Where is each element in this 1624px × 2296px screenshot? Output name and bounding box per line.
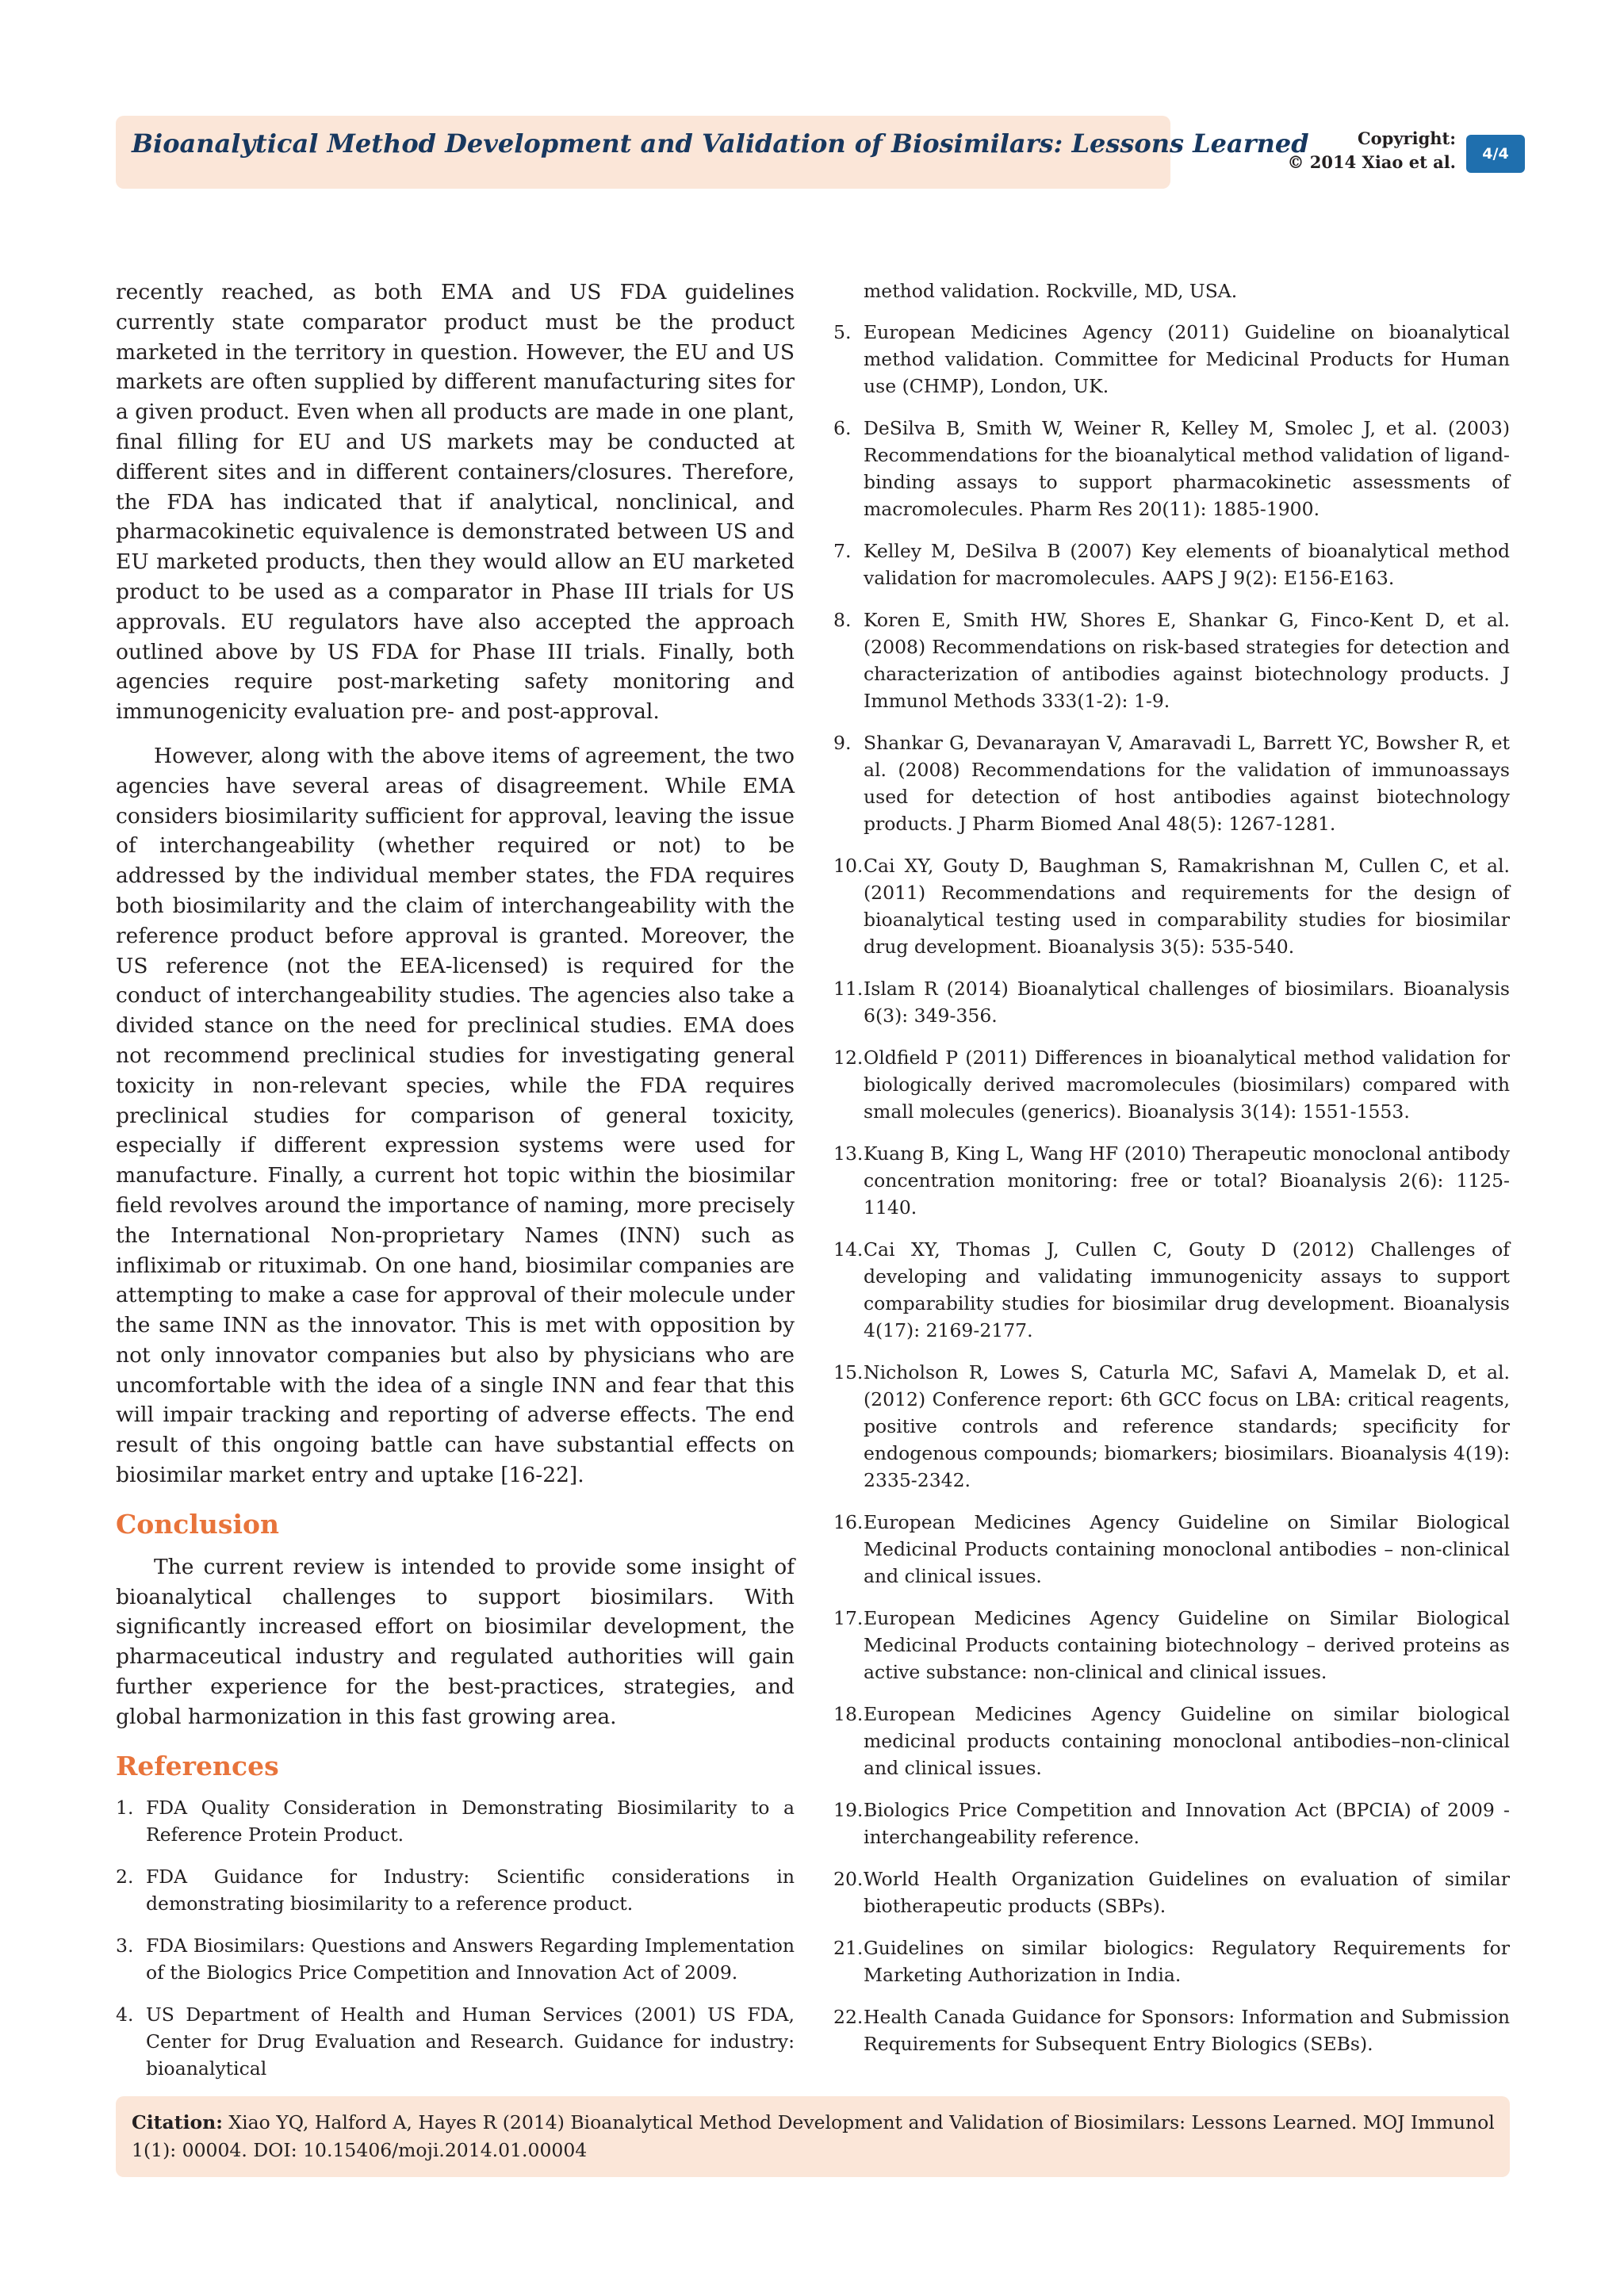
reference-number: 21. <box>833 1937 864 1959</box>
reference-list-left <box>116 1794 795 2082</box>
reference-number: 17. <box>833 1607 864 1629</box>
left-column <box>116 277 795 2097</box>
reference-number: 12. <box>833 1047 864 1069</box>
reference-number: 18. <box>833 1703 864 1725</box>
reference-item <box>833 1605 1510 1686</box>
reference-item <box>833 1701 1510 1781</box>
reference-continuation: method validation. Rockville, MD, USA. <box>864 280 1238 302</box>
reference-item <box>833 607 1510 714</box>
reference-number: 3. <box>116 1934 134 1957</box>
citation-label: Citation: <box>132 2111 223 2133</box>
reference-text: Biologics Price Competition and Innovation Act (BPCIA) of 2009 - interchangeability reference. <box>864 1799 1510 1848</box>
reference-text: Cai XY, Thomas J, Cullen C, Gouty D (2012) Challenges of developing and validating immunogenicity assays to support comparability studies for biosimilar drug development. Bioanalysis 4(17): 2169-2177. <box>864 1238 1510 1341</box>
reference-number: 11. <box>833 978 864 1000</box>
reference-item <box>833 1509 1510 1590</box>
body-paragraph: However, along with the above items of agreement, the two agencies have several areas of disagreement. While EMA considers biosimilarity sufficient for approval, leaving the issue of interchangeability (whether required or not) to be addressed by the individual member states, the FDA requires both biosimilarity and the claim of interchangeability with the reference product before approval is granted. Moreover, the US reference (not the EEA-licensed) is required for the conduct of interchangeability studies. The agencies also take a divided stance on the need for preclinical studies. EMA does not recommend preclinical studies for investigating general toxicity in non-relevant species, while the FDA requires preclinical studies for comparison of general toxicity, especially if different expression systems were used for manufacture. Finally, a current hot topic within the biosimilar field revolves around the importance of naming, more precisely the International Non-proprietary Names (INN) such as infliximab or rituximab. On one hand, biosimilar companies are attempting to make a case for approval of their molecule under the same INN as the innovator. This is met with opposition by not only innovator companies but also by physicians who are uncomfortable with the idea of a single INN and fear that this will impair tracking and reporting of adverse effects. The end result of this ongoing battle can have substantial effects on biosimilar market entry and uptake [16-22]. <box>116 743 795 1488</box>
reference-item <box>116 1794 795 1848</box>
reference-item <box>833 538 1510 591</box>
conclusion-heading: Conclusion <box>116 1508 280 1540</box>
copyright-notice <box>1287 127 1456 174</box>
reference-text: US Department of Health and Human Services (2001) US FDA, Center for Drug Evaluation and Research. Guidance for industry: bioanalytical <box>146 2003 795 2080</box>
reference-number: 14. <box>833 1238 864 1261</box>
reference-text: Guidelines on similar biologics: Regulatory Requirements for Marketing Authorization in India. <box>864 1937 1510 1986</box>
reference-text: European Medicines Agency Guideline on Similar Biological Medicinal Products containing monoclonal antibodies – non-clinical and clinical issues. <box>864 1511 1510 1587</box>
reference-text: Cai XY, Gouty D, Baughman S, Ramakrishnan M, Cullen C, et al. (2011) Recommendations and requirements for the design of bioanalytical testing used in comparability studies for biosimilar drug development. Bioanalysis 3(5): 535-540. <box>864 855 1510 958</box>
reference-item <box>116 1932 795 1986</box>
reference-item <box>833 2003 1510 2057</box>
reference-number: 8. <box>833 609 852 631</box>
reference-number: 1. <box>116 1796 134 1819</box>
reference-number: 19. <box>833 1799 864 1821</box>
reference-text: Health Canada Guidance for Sponsors: Information and Submission Requirements for Subsequent Entry Biologics (SEBs). <box>864 2006 1510 2055</box>
reference-item <box>833 975 1510 1029</box>
reference-item <box>833 1866 1510 1919</box>
reference-number: 4. <box>116 2003 134 2026</box>
reference-number: 13. <box>833 1142 864 1165</box>
reference-text: Koren E, Smith HW, Shores E, Shankar G, Finco-Kent D, et al. (2008) Recommendations on risk-based strategies for detection and characterization of antibodies against biotechnology products. J Immunol Methods 333(1-2): 1-9. <box>864 609 1510 712</box>
reference-text: FDA Biosimilars: Questions and Answers Regarding Implementation of the Biologics Price Competition and Innovation Act of 2009. <box>146 1934 795 1984</box>
reference-number: 2. <box>116 1865 134 1888</box>
reference-item <box>833 415 1510 522</box>
reference-item <box>833 1934 1510 1988</box>
reference-item <box>116 2001 795 2082</box>
reference-text: Islam R (2014) Bioanalytical challenges of biosimilars. Bioanalysis 6(3): 349-356. <box>864 978 1510 1027</box>
reference-text: European Medicines Agency (2011) Guideline on bioanalytical method validation. Committee for Medicinal Products for Human use (CHMP), London, UK. <box>864 321 1510 397</box>
reference-text: Shankar G, Devanarayan V, Amaravadi L, Barrett YC, Bowsher R, et al. (2008) Recommendations for the validation of immunoassays used for detection of host antibodies against biotechnology products. J Pharm Biomed Anal 48(5): 1267-1281. <box>864 732 1510 835</box>
right-column <box>833 277 1510 2072</box>
reference-number: 6. <box>833 417 852 439</box>
reference-item <box>833 1797 1510 1850</box>
reference-item <box>833 1044 1510 1125</box>
reference-text: World Health Organization Guidelines on evaluation of similar biotherapeutic products (SBPs). <box>864 1868 1510 1917</box>
reference-list-right <box>833 319 1510 2057</box>
reference-number: 10. <box>833 855 864 877</box>
citation-box <box>116 2096 1510 2177</box>
reference-text: Kuang B, King L, Wang HF (2010) Therapeutic monoclonal antibody concentration monitoring: free or total? Bioanalysis 2(6): 1125-1140. <box>864 1142 1510 1219</box>
reference-number: 15. <box>833 1361 864 1383</box>
reference-text: FDA Guidance for Industry: Scientific considerations in demonstrating biosimilarity to a reference product. <box>146 1865 795 1915</box>
copyright-label: Copyright: <box>1357 128 1456 148</box>
reference-item <box>833 852 1510 960</box>
reference-item <box>833 319 1510 400</box>
reference-text: Oldfield P (2011) Differences in bioanalytical method validation for biologically derived macromolecules (biosimilars) compared with small molecules (generics). Bioanalysis 3(14): 1551-1553. <box>864 1047 1510 1123</box>
reference-item <box>833 1359 1510 1494</box>
reference-item <box>116 1863 795 1917</box>
reference-text: European Medicines Agency Guideline on Similar Biological Medicinal Products containing biotechnology – derived proteins as active substance: non-clinical and clinical issues. <box>864 1607 1510 1683</box>
reference-number: 7. <box>833 540 852 562</box>
reference-text: Kelley M, DeSilva B (2007) Key elements of bioanalytical method validation for macromolecules. AAPS J 9(2): E156-E163. <box>864 540 1510 589</box>
reference-number: 9. <box>833 732 852 754</box>
reference-text: Nicholson R, Lowes S, Caturla MC, Safavi A, Mamelak D, et al. (2012) Conference report: 6th GCC focus on LBA: critical reagents, positive controls and reference standards; specificity for endogenous compounds; biomarkers; biosimilars. Bioanalysis 4(19): 2335-2342. <box>864 1361 1510 1491</box>
reference-number: 16. <box>833 1511 864 1533</box>
header-title: Bioanalytical Method Development and Validation of Biosimilars: Lessons Learned <box>132 128 1309 159</box>
running-header <box>116 116 1309 189</box>
reference-item <box>833 729 1510 837</box>
page-number-badge: 4/4 <box>1466 135 1525 173</box>
copyright-value: © 2014 Xiao et al. <box>1287 152 1456 172</box>
reference-number: 22. <box>833 2006 864 2028</box>
reference-number: 20. <box>833 1868 864 1890</box>
references-heading: References <box>116 1750 279 1781</box>
reference-text: FDA Quality Consideration in Demonstrating Biosimilarity to a Reference Protein Product. <box>146 1796 795 1846</box>
body-paragraph: recently reached, as both EMA and US FDA guidelines currently state comparator product must be the product marketed in the territory in question. However, the EU and US markets are often supplied by different manufacturing sites for a given product. Even when all products are made in one plant, final filling for EU and US markets may be conducted at different sites and in different containers/closures. Therefore, the FDA has indicated that if analytical, nonclinical, and pharmacokinetic equivalence is demonstrated between US and EU marketed products, then they would allow an EU marketed product to be used as a comparator in Phase III trials for US approvals. EU regulators have also accepted the approach outlined above by US FDA for Phase III trials. Finally, both agencies require post-marketing safety monitoring and immunogenicity evaluation pre- and post-approval. <box>116 280 795 725</box>
reference-number: 5. <box>833 321 852 343</box>
reference-text: DeSilva B, Smith W, Weiner R, Kelley M, Smolec J, et al. (2003) Recommendations for the bioanalytical method validation of ligand-binding assays to support pharmacokinetic assessments of macromolecules. Pharm Res 20(11): 1885-1900. <box>864 417 1510 520</box>
reference-item <box>833 1140 1510 1221</box>
citation-text <box>132 2109 1496 2164</box>
citation-body: Xiao YQ, Halford A, Hayes R (2014) Bioanalytical Method Development and Validation of Biosimilars: Lessons Learned. MOJ Immunol 1(1): 00004. DOI: 10.15406/moji.2014.01.00004 <box>132 2111 1495 2161</box>
conclusion-paragraph: The current review is intended to provide some insight of bioanalytical challenges to support biosimilars. With significantly increased effort on biosimilar development, the pharmaceutical industry and regulated authorities will gain further experience for the best-practices, strategies, and global harmonization in this fast growing area. <box>116 1554 795 1729</box>
reference-item <box>833 1236 1510 1344</box>
reference-text: European Medicines Agency Guideline on similar biological medicinal products containing monoclonal antibodies–non-clinical and clinical issues. <box>864 1703 1510 1779</box>
